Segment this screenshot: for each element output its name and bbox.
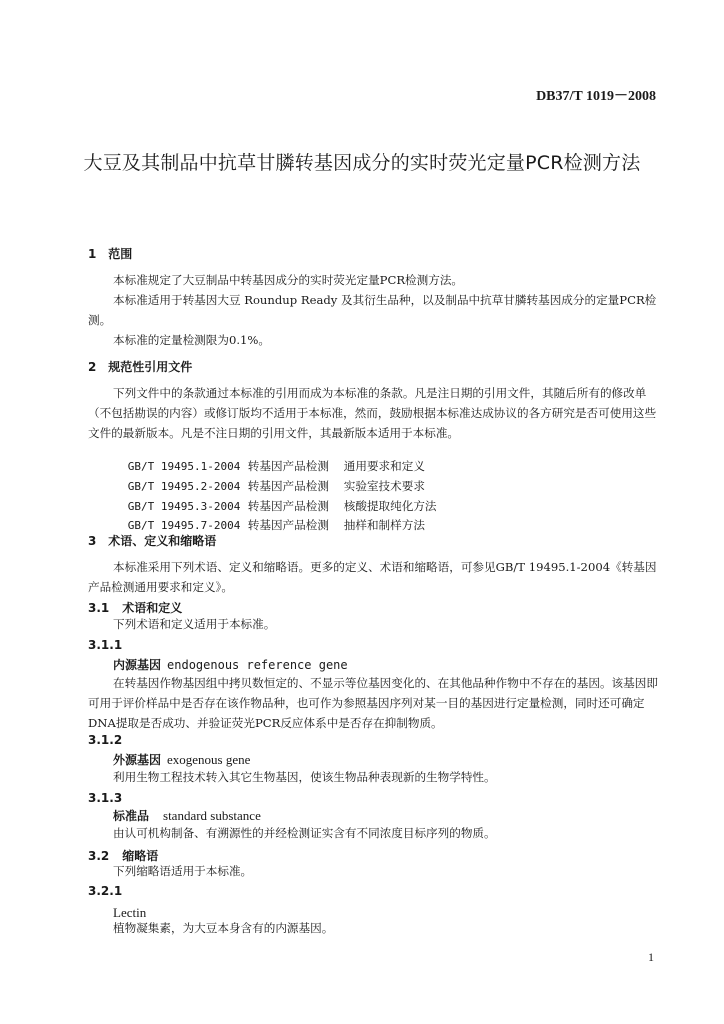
page-number: 1 bbox=[648, 950, 654, 964]
reference-title-part: 通用要求和定义 bbox=[343, 459, 425, 473]
reference-title-part: 核酸提取纯化方法 bbox=[343, 499, 437, 513]
paragraph: 下列文件中的条款通过本标准的引用而成为本标准的条款。凡是注日期的引用文件，其随后所有的修改单（不包括勘误的内容）或修订版均不适用于本标准，然而，鼓励根据本标准达成协议的各方研究是否可使用这些文件的最新版本。凡是不注日期的引用文件，其最新版本适用于本标准。 bbox=[88, 386, 657, 440]
clause-number: 3.1.3 bbox=[88, 791, 123, 805]
reference-title-part: 转基因产品检测 bbox=[247, 499, 329, 513]
reference-code: GB/T 19495.1-2004 bbox=[127, 460, 241, 473]
term-definition: 由认可机构制备、有溯源性的并经检测证实含有不同浓度目标序列的物质。 bbox=[113, 826, 496, 840]
subsection-title: 缩略语 bbox=[122, 849, 159, 863]
section-number: 1 bbox=[88, 247, 97, 261]
term-definition: 利用生物工程技术转入其它生物基因，使该生物品种表现新的生物学特性。 bbox=[113, 770, 496, 784]
paragraph: 下列缩略语适用于本标准。 bbox=[113, 864, 253, 878]
reference-code: GB/T 19495.7-2004 bbox=[127, 519, 241, 532]
abbreviation-term: Lectin bbox=[113, 905, 147, 920]
section-2-heading bbox=[88, 358, 192, 375]
abbreviation-definition: 植物凝集素，为大豆本身含有的内源基因。 bbox=[113, 921, 334, 935]
document-title: 大豆及其制品中抗草甘膦转基因成分的实时荧光定量PCR检测方法 bbox=[83, 152, 641, 174]
term-english: exogenous gene bbox=[167, 752, 251, 767]
section-3-heading bbox=[88, 532, 216, 549]
term-english: standard substance bbox=[163, 808, 261, 823]
standard-code: DB37/T 1019－2008 bbox=[536, 89, 656, 104]
reference-title-part: 实验室技术要求 bbox=[343, 479, 425, 493]
reference-title-part: 转基因产品检测 bbox=[247, 518, 329, 532]
paragraph: 下列术语和定义适用于本标准。 bbox=[113, 617, 276, 631]
subsection-title: 术语和定义 bbox=[122, 601, 183, 615]
reference-title-part: 转基因产品检测 bbox=[247, 459, 329, 473]
subsection-number: 3.1 bbox=[88, 601, 110, 615]
section-1-heading bbox=[88, 245, 132, 262]
term-definition: 在转基因作物基因组中拷贝数恒定的、不显示等位基因变化的、在其他品种作物中不存在的基因。该基因即可用于评价样品中是否存在该作物品种，也可作为参照基因序列对某一目的基因进行定量检测，同时还可确定DNA提取是否成功、并验证荧光PCR反应体系中是否存在抑制物质。 bbox=[88, 676, 658, 730]
term-entry bbox=[113, 656, 348, 673]
reference-title-part: 抽样和制样方法 bbox=[343, 518, 425, 532]
term-chinese: 内源基因 bbox=[113, 658, 162, 672]
clause-number: 3.1.2 bbox=[88, 733, 123, 747]
paragraph: 本标准的定量检测限为0.1%。 bbox=[113, 333, 270, 347]
term-english: endogenous reference gene bbox=[167, 658, 348, 672]
subsection-number: 3.2 bbox=[88, 849, 110, 863]
paragraph: 本标准采用下列术语、定义和缩略语。更多的定义、术语和缩略语，可参见GB/T 19495.1-2004《转基因产品检测通用要求和定义》。 bbox=[88, 560, 657, 594]
section-number: 2 bbox=[88, 360, 97, 374]
clause-number: 3.2.1 bbox=[88, 884, 123, 898]
term-chinese: 外源基因 bbox=[113, 753, 162, 767]
reference-code: GB/T 19495.3-2004 bbox=[127, 500, 241, 513]
reference-title-part: 转基因产品检测 bbox=[247, 479, 329, 493]
clause-number: 3.1.1 bbox=[88, 638, 123, 652]
section-title: 范围 bbox=[108, 247, 133, 261]
term-chinese: 标准品 bbox=[113, 809, 150, 823]
section-number: 3 bbox=[88, 534, 97, 548]
term-entry bbox=[113, 807, 261, 824]
reference-code: GB/T 19495.2-2004 bbox=[127, 480, 241, 493]
section-title: 规范性引用文件 bbox=[108, 360, 193, 374]
paragraph: 本标准适用于转基因大豆 Roundup Ready 及其衍生品种，以及制品中抗草甘膦转基因成分的定量PCR检测。 bbox=[88, 293, 657, 327]
paragraph: 本标准规定了大豆制品中转基因成分的实时荧光定量PCR检测方法。 bbox=[113, 273, 464, 287]
section-title: 术语、定义和缩略语 bbox=[108, 534, 217, 548]
term-entry bbox=[113, 751, 250, 768]
